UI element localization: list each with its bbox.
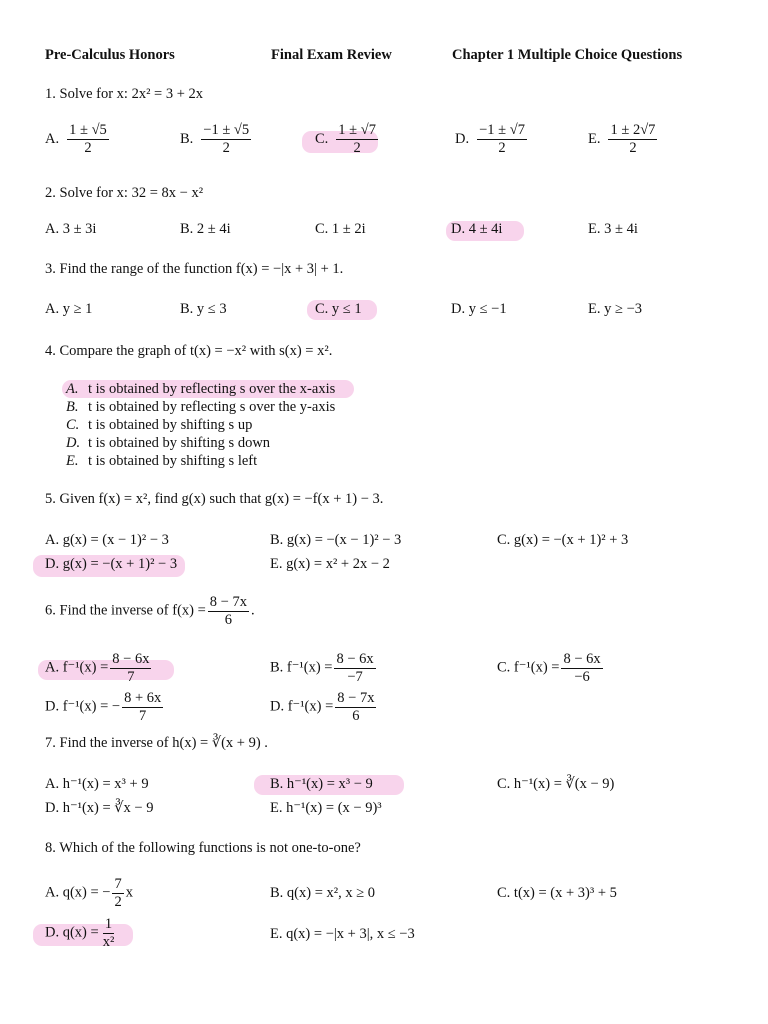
q2-choice-e: E. 3 ± 4i xyxy=(588,221,638,237)
q6-choice-b: B. f⁻¹(x) = $\frac{8 - 6x}{-7}$ xyxy=(270,651,374,685)
q6-choice-c: C. f⁻¹(x) = $\frac{8 - 6x}{-6}$ xyxy=(497,651,601,685)
q7-choice-d: D. h⁻¹(x) = ∛x − 9 xyxy=(45,800,154,816)
q5-choice-b: B. g(x) = −(x − 1)² − 3 xyxy=(270,532,402,548)
q5-choice-a: A. g(x) = (x − 1)² − 3 xyxy=(45,532,169,548)
q3-choice-e: E. y ≥ −3 xyxy=(588,301,642,317)
question-2-prompt: 2. Solve for x: 32 = 8x − x² xyxy=(45,185,204,201)
q4-choice-d: D. t is obtained by shifting s down xyxy=(66,435,271,451)
q2-choice-a: A. 3 ± 3i xyxy=(45,221,97,237)
q2-choice-b: B. 2 ± 4i xyxy=(180,221,231,237)
question-4-prompt: 4. Compare the graph of t(x) = −x² with s(x) = x². xyxy=(45,343,333,359)
q8-choice-d: D. q(x) = $\frac{1}{\text{x²}}$ xyxy=(45,916,115,950)
q4-choice-e: E. t is obtained by shifting s left xyxy=(66,453,258,469)
q7-choice-c: C. h⁻¹(x) = ∛(x − 9) xyxy=(497,776,615,792)
q3-choice-d: D. y ≤ −1 xyxy=(451,301,507,317)
q6-choice-d: D. f⁻¹(x) = − $\frac{8 + 6x}{7}$ xyxy=(45,690,162,724)
q3-choice-c: C. y ≤ 1 xyxy=(315,301,362,317)
q8-choice-c: C. t(x) = (x + 3)³ + 5 xyxy=(497,885,617,901)
q7-choice-b: B. h⁻¹(x) = x³ − 9 xyxy=(270,776,373,792)
q4-choice-a: A. t is obtained by reflecting s over the x-axis xyxy=(66,381,336,397)
q8-choice-a: A. q(x) = − $\frac{7}{2}$ x xyxy=(45,876,133,910)
q7-choice-e: E. h⁻¹(x) = (x − 9)³ xyxy=(270,800,382,816)
q8-choice-e: E. q(x) = −|x + 3|, x ≤ −3 xyxy=(270,926,415,942)
q1-choice-e: E. $\frac{1 \pm 2√7}{2}$ xyxy=(588,122,656,156)
question-3-prompt: 3. Find the range of the function f(x) = −|x + 3| + 1. xyxy=(45,261,344,277)
q5-choice-e: E. g(x) = x² + 2x − 2 xyxy=(270,556,390,572)
course-title: Pre-Calculus Honors xyxy=(45,47,175,63)
q3-choice-b: B. y ≤ 3 xyxy=(180,301,227,317)
q2-choice-c: C. 1 ± 2i xyxy=(315,221,366,237)
q6-choice-d2: D. f⁻¹(x) = $\frac{8 - 7x}{6}$ xyxy=(270,690,375,724)
q7-choice-a: A. h⁻¹(x) = x³ + 9 xyxy=(45,776,149,792)
question-6-prompt: 6. Find the inverse of f(x) = $\frac{8 - 7x}{6}$ . xyxy=(45,594,255,628)
question-8-prompt: 8. Which of the following functions is not one-to-one? xyxy=(45,840,361,856)
q1-choice-d: D. $\frac{-1 \pm √7}{2}$ xyxy=(455,122,525,156)
q1-choice-a: A. $\frac{1 \pm √5}{2}$ xyxy=(45,122,107,156)
q1-choice-b: B. $\frac{-1 \pm √5}{2}$ xyxy=(180,122,250,156)
q8-choice-b: B. q(x) = x², x ≥ 0 xyxy=(270,885,376,901)
q3-choice-a: A. y ≥ 1 xyxy=(45,301,93,317)
q5-choice-c: C. g(x) = −(x + 1)² + 3 xyxy=(497,532,629,548)
q6-choice-a: A. f⁻¹(x) = $\frac{8 - 6x}{7}$ xyxy=(45,651,150,685)
q5-choice-d: D. g(x) = −(x + 1)² − 3 xyxy=(45,556,178,572)
q2-choice-d: D. 4 ± 4i xyxy=(451,221,503,237)
q1-choice-c: C. $\frac{1 \pm √7}{2}$ xyxy=(315,122,376,156)
question-1-prompt: 1. Solve for x: 2x² = 3 + 2x xyxy=(45,86,204,102)
q4-choice-c: C. t is obtained by shifting s up xyxy=(66,417,253,433)
q4-choice-b: B. t is obtained by reflecting s over the y-axis xyxy=(66,399,336,415)
question-5-prompt: 5. Given f(x) = x², find g(x) such that g(x) = −f(x + 1) − 3. xyxy=(45,491,384,507)
question-7-prompt: 7. Find the inverse of h(x) = ∛(x + 9) . xyxy=(45,735,268,751)
chapter-title: Chapter 1 Multiple Choice Questions xyxy=(452,47,683,63)
review-title: Final Exam Review xyxy=(271,47,392,63)
